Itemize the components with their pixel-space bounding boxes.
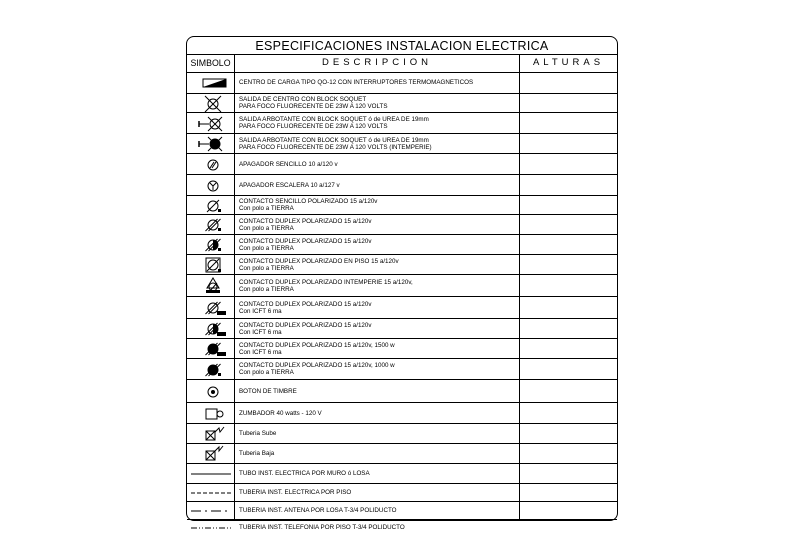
description-line: ZUMBADOR 40 watts - 120 V [239,410,322,417]
row-description [239,258,497,273]
table-row [187,235,617,255]
ceiling-outlet-icon [187,94,234,113]
table-row [187,339,617,359]
description-line: TUBO INST. ELECTRICA POR MURO ó LOSA [239,470,370,477]
row-description [239,116,497,131]
row-height-cell [520,520,617,535]
row-description [239,430,497,437]
heights-header: ALTURAS [532,57,605,68]
doorbell-button-icon [187,380,234,403]
row-description [239,198,497,213]
row-height-cell [520,175,617,196]
row-description [239,524,497,531]
outlet-filled-icon [187,359,234,380]
description-line: CONTACTO DUPLEX POLARIZADO 15 a/120v [239,238,372,245]
table-row [187,255,617,275]
row-height-cell [520,235,617,255]
row-height-cell [520,424,617,444]
row-height-cell [520,297,617,319]
table-title: ESPECIFICACIONES INSTALACION ELECTRICA [255,39,549,53]
duplex-outlet-half-filled-icon [187,235,234,255]
row-description [239,161,497,168]
row-description [239,489,497,496]
dash-dot-dot-line-icon [187,520,234,535]
description-line: CONTACTO DUPLEX POLARIZADO 15 a/120v [239,301,372,308]
row-height-cell [520,339,617,359]
table-row [187,175,617,196]
description-line: Tuberia Baja [239,450,275,457]
row-height-cell [520,275,617,297]
description-line: CONTACTO DUPLEX POLARIZADO 15 a/120v [239,218,372,225]
row-height-cell [520,94,617,113]
description-line: Con polo a TIERRA [239,205,294,213]
row-description [239,218,497,233]
row-height-cell [520,444,617,464]
weatherproof-outlet-icon [187,275,234,297]
row-height-cell [520,319,617,339]
gfci-outlet-half-filled-icon [187,319,234,339]
description-line: CONTACTO DUPLEX POLARIZADO INTEMPERIE 15 a/120v, [239,279,413,286]
row-description [239,362,497,377]
wall-outlet-weatherproof-icon [187,134,234,154]
description-line: CONTACTO DUPLEX POLARIZADO EN PISO 15 a/120v [239,258,399,265]
row-description [239,450,497,457]
row-description [239,322,497,337]
buzzer-icon [187,403,234,424]
table-row [187,444,617,464]
table-row [187,215,617,235]
row-height-cell [520,215,617,235]
load-center-icon [187,72,234,94]
description-line: SALIDA ARBOTANTE CON BLOCK SOQUET ó de UREA DE 19mm [239,116,429,123]
description-line: CONTACTO DUPLEX POLARIZADO 15 a/120v, 1500 w [239,342,395,349]
row-description [239,79,497,86]
row-height-cell [520,196,617,215]
description-line: Con polo a TIERRA [239,225,294,233]
description-line: SALIDA ARBOTANTE CON BLOCK SOQUET ó de UREA DE 19mm [239,137,429,144]
row-height-cell [520,502,617,520]
symbol-header: SIMBOLO [190,58,231,68]
table-row [187,424,617,444]
row-height-cell [520,464,617,484]
row-height-cell [520,484,617,502]
description-line: TUBERIA INST. TELEFONIA POR PISO T-3/4 POLIDUCTO [239,524,405,531]
table-row [187,520,617,535]
row-description [239,182,497,189]
description-header: DESCRIPCION [322,57,432,68]
row-description [239,388,497,395]
description-line: Con polo a TIERRA [239,369,294,377]
row-description [239,470,497,477]
table-row [187,403,617,424]
specifications-table [186,36,618,531]
dashed-line-icon [187,484,234,502]
description-line: TUBERIA INST. ELECTRICA POR PISO [239,489,352,496]
description-line: Con ICFT 6 ma [239,308,282,316]
table-row [187,113,617,134]
stair-switch-icon [187,175,234,196]
table-row [187,502,617,520]
table-row [187,359,617,380]
description-line: PARA FOCO FLUORECENTE DE 23W A 120 VOLTS (INTEMPERIE) [239,144,432,152]
description-line: BOTON DE TIMBRE [239,388,297,395]
description-line: Con ICFT 6 ma [239,329,282,337]
description-line: CENTRO DE CARGA TIPO QO-12 CON INTERRUPTORES TERMOMAGNETICOS [239,79,474,86]
conduit-up-icon [187,424,234,444]
single-outlet-icon [187,196,234,215]
table-row [187,72,617,94]
duplex-outlet-icon [187,215,234,235]
row-height-cell [520,359,617,380]
row-height-cell [520,134,617,154]
row-description [239,137,497,152]
floor-outlet-icon [187,255,234,275]
row-height-cell [520,154,617,175]
description-line: Tuberia Sube [239,430,277,437]
row-description [239,410,497,417]
table-row [187,275,617,297]
row-height-cell [520,255,617,275]
description-line: Con ICFT 6 ma [239,349,282,357]
description-line: Con polo a TIERRA [239,265,294,273]
description-line: PARA FOCO FLUORECENTE DE 23W A 120 VOLTS [239,103,388,111]
solid-line-icon [187,464,234,484]
table-row [187,297,617,319]
row-description [239,96,497,111]
description-line: Con polo a TIERRA [239,245,294,253]
row-height-cell [520,380,617,403]
table-row [187,380,617,403]
gfci-outlet-filled-icon [187,339,234,359]
row-height-cell [520,403,617,424]
wall-outlet-icon [187,113,234,134]
description-line: APAGADOR SENCILLO 10 a/120 v [239,161,338,168]
conduit-down-icon [187,444,234,464]
description-line: CONTACTO SENCILLO POLARIZADO 15 a/120v [239,198,378,205]
gfci-outlet-icon [187,297,234,319]
description-line: Con polo a TIERRA [239,286,294,294]
description-line: PARA FOCO FLUORECENTE DE 23W A 120 VOLTS [239,123,388,131]
row-description [239,279,497,294]
table-row [187,196,617,215]
dash-dot-line-icon [187,502,234,520]
row-description [239,301,497,316]
description-line: TUBERIA INST. ANTENA POR LOSA T-3/4 POLIDUCTO [239,507,397,514]
table-row [187,484,617,502]
description-line: SALIDA DE CENTRO CON BLOCK SOQUET [239,96,367,103]
row-description [239,507,497,514]
description-line: APAGADOR ESCALERA 10 a/127 v [239,182,340,189]
table-row [187,134,617,154]
table-row [187,154,617,175]
table-row [187,464,617,484]
row-height-cell [520,72,617,94]
table-row [187,319,617,339]
description-line: CONTACTO DUPLEX POLARIZADO 15 a/120v [239,322,372,329]
table-row [187,94,617,113]
row-description [239,342,497,357]
description-line: CONTACTO DUPLEX POLARIZADO 15 a/120v, 1000 w [239,362,395,369]
row-height-cell [520,113,617,134]
single-switch-icon [187,154,234,175]
row-description [239,238,497,253]
